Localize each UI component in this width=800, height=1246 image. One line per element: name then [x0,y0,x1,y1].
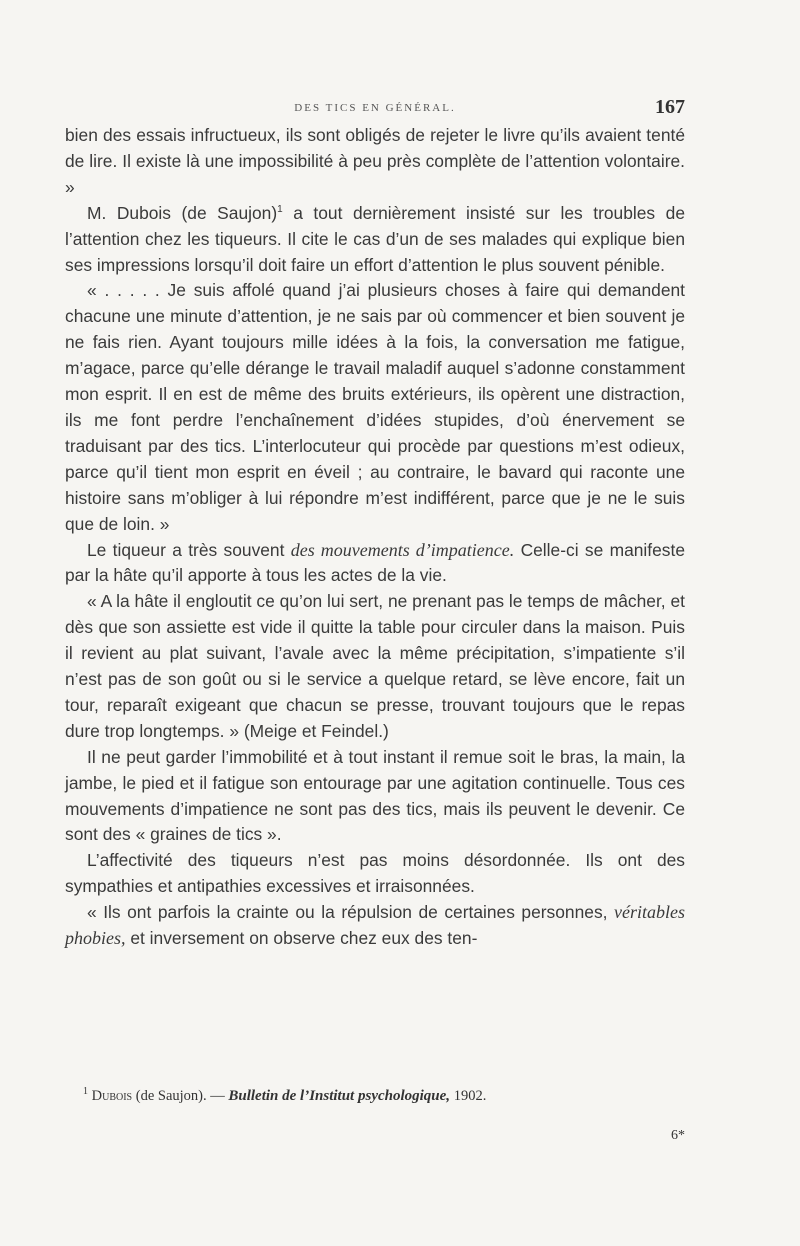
paragraph-7: L’affectivité des tiqueurs n’est pas moins désordonnée. Ils ont des sympathies et antipathies excessives et irraisonnées. [65,850,685,897]
page-number: 167 [655,96,685,118]
paragraph-2 [65,201,685,279]
paragraph-4-end: Celle-ci se manifeste par la hâte qu’il apporte à tous les actes de la vie. [65,539,685,586]
footnote-year: 1902. [450,1088,487,1104]
paragraph-4-italic: des mouvements d’impatience. [290,539,515,560]
footnote-marker: 1 [83,1086,88,1098]
signature-mark: 6* [671,1128,685,1143]
footnote [65,1088,685,1105]
paragraph-2-end: a tout dernièrement insisté sur les troubles de l’attention chez les tiqueurs. Il cite le cas d’un de ses malades qui explique bien ses impressions lorsqu’il doit faire un effort d’attention le plus souvent pénible. [65,202,685,275]
footnote-ref: 1 [277,203,283,215]
paragraph-5-quote: « A la hâte il engloutit ce qu’on lui sert, ne prenant pas le temps de mâcher, et dès que son assiette est vide il quitte la table pour circuler dans la maison. Puis il revient au plat suivant, l’avale avec la même précipitation, s’impatiente s’il n’est pas de son goût ou si le service a quelque retard, se lève encore, fait un tour, reparaît exigeant que chacun se presse, trouvant toujours que le repas dure trop longtemps. » (Meige et Feindel.) [65,591,685,741]
paragraph-3-quote: « . . . . . Je suis affolé quand j’ai plusieurs choses à faire qui demandent chacune une minute d’attention, je ne sais par où commencer et bien souvent je ne fais rien. Ayant toujours mille idées à la fois, la conversation me fatigue, m’agace, parce qu’elle dérange le travail maladif auquel s’adonne constamment mon esprit. Il en est de même des bruits extérieurs, ils opèrent une distraction, ils me font perdre l’enchaînement d’idées stupides, d’où énervement se traduisant par des tics. L’interlocuteur qui procède par questions m’est odieux, parce qu’il tient mon esprit en éveil ; au contraire, le bavard qui raconte une histoire sans m’obliger à lui répondre m’est indifférent, parce que je ne le suis que de loin. » [65,280,685,534]
running-head [65,96,685,120]
paragraph-8-start: « Ils ont parfois la crainte ou la répulsion de certaines personnes, [87,902,615,923]
paragraph-6: Il ne peut garder l’immobilité et à tout instant il remue soit le bras, la main, la jambe, le pied et il fatigue son entourage par une agitation continuelle. Tous ces mouvements d’impatience ne sont pas des tics, mais ils peuvent le devenir. Ce sont des « graines de tics ». [65,746,685,845]
paragraph-4 [65,538,685,590]
paragraph-8 [65,900,685,952]
paragraph-4-start: Le tiqueur a très souvent [87,539,291,560]
footnote-author: Dubois [91,1088,133,1104]
paragraph-8-end: et inversement on observe chez eux des ten- [125,928,478,949]
body-text [65,123,685,952]
footnote-place: (de Saujon). — [132,1088,229,1104]
paragraph-1: bien des essais infructueux, ils sont obligés de rejeter le livre qu’ils avaient tenté de lire. Il existe là une impossibilité à peu près complète de l’attention volontaire. » [65,125,685,197]
footnote-source: Bulletin de l’Institut psychologique, [228,1088,451,1104]
running-title: DES TICS EN GÉNÉRAL. [294,102,456,114]
paragraph-8-italic: véritables phobies, [65,902,685,949]
paragraph-2-start: M. Dubois (de Saujon) [87,202,278,223]
